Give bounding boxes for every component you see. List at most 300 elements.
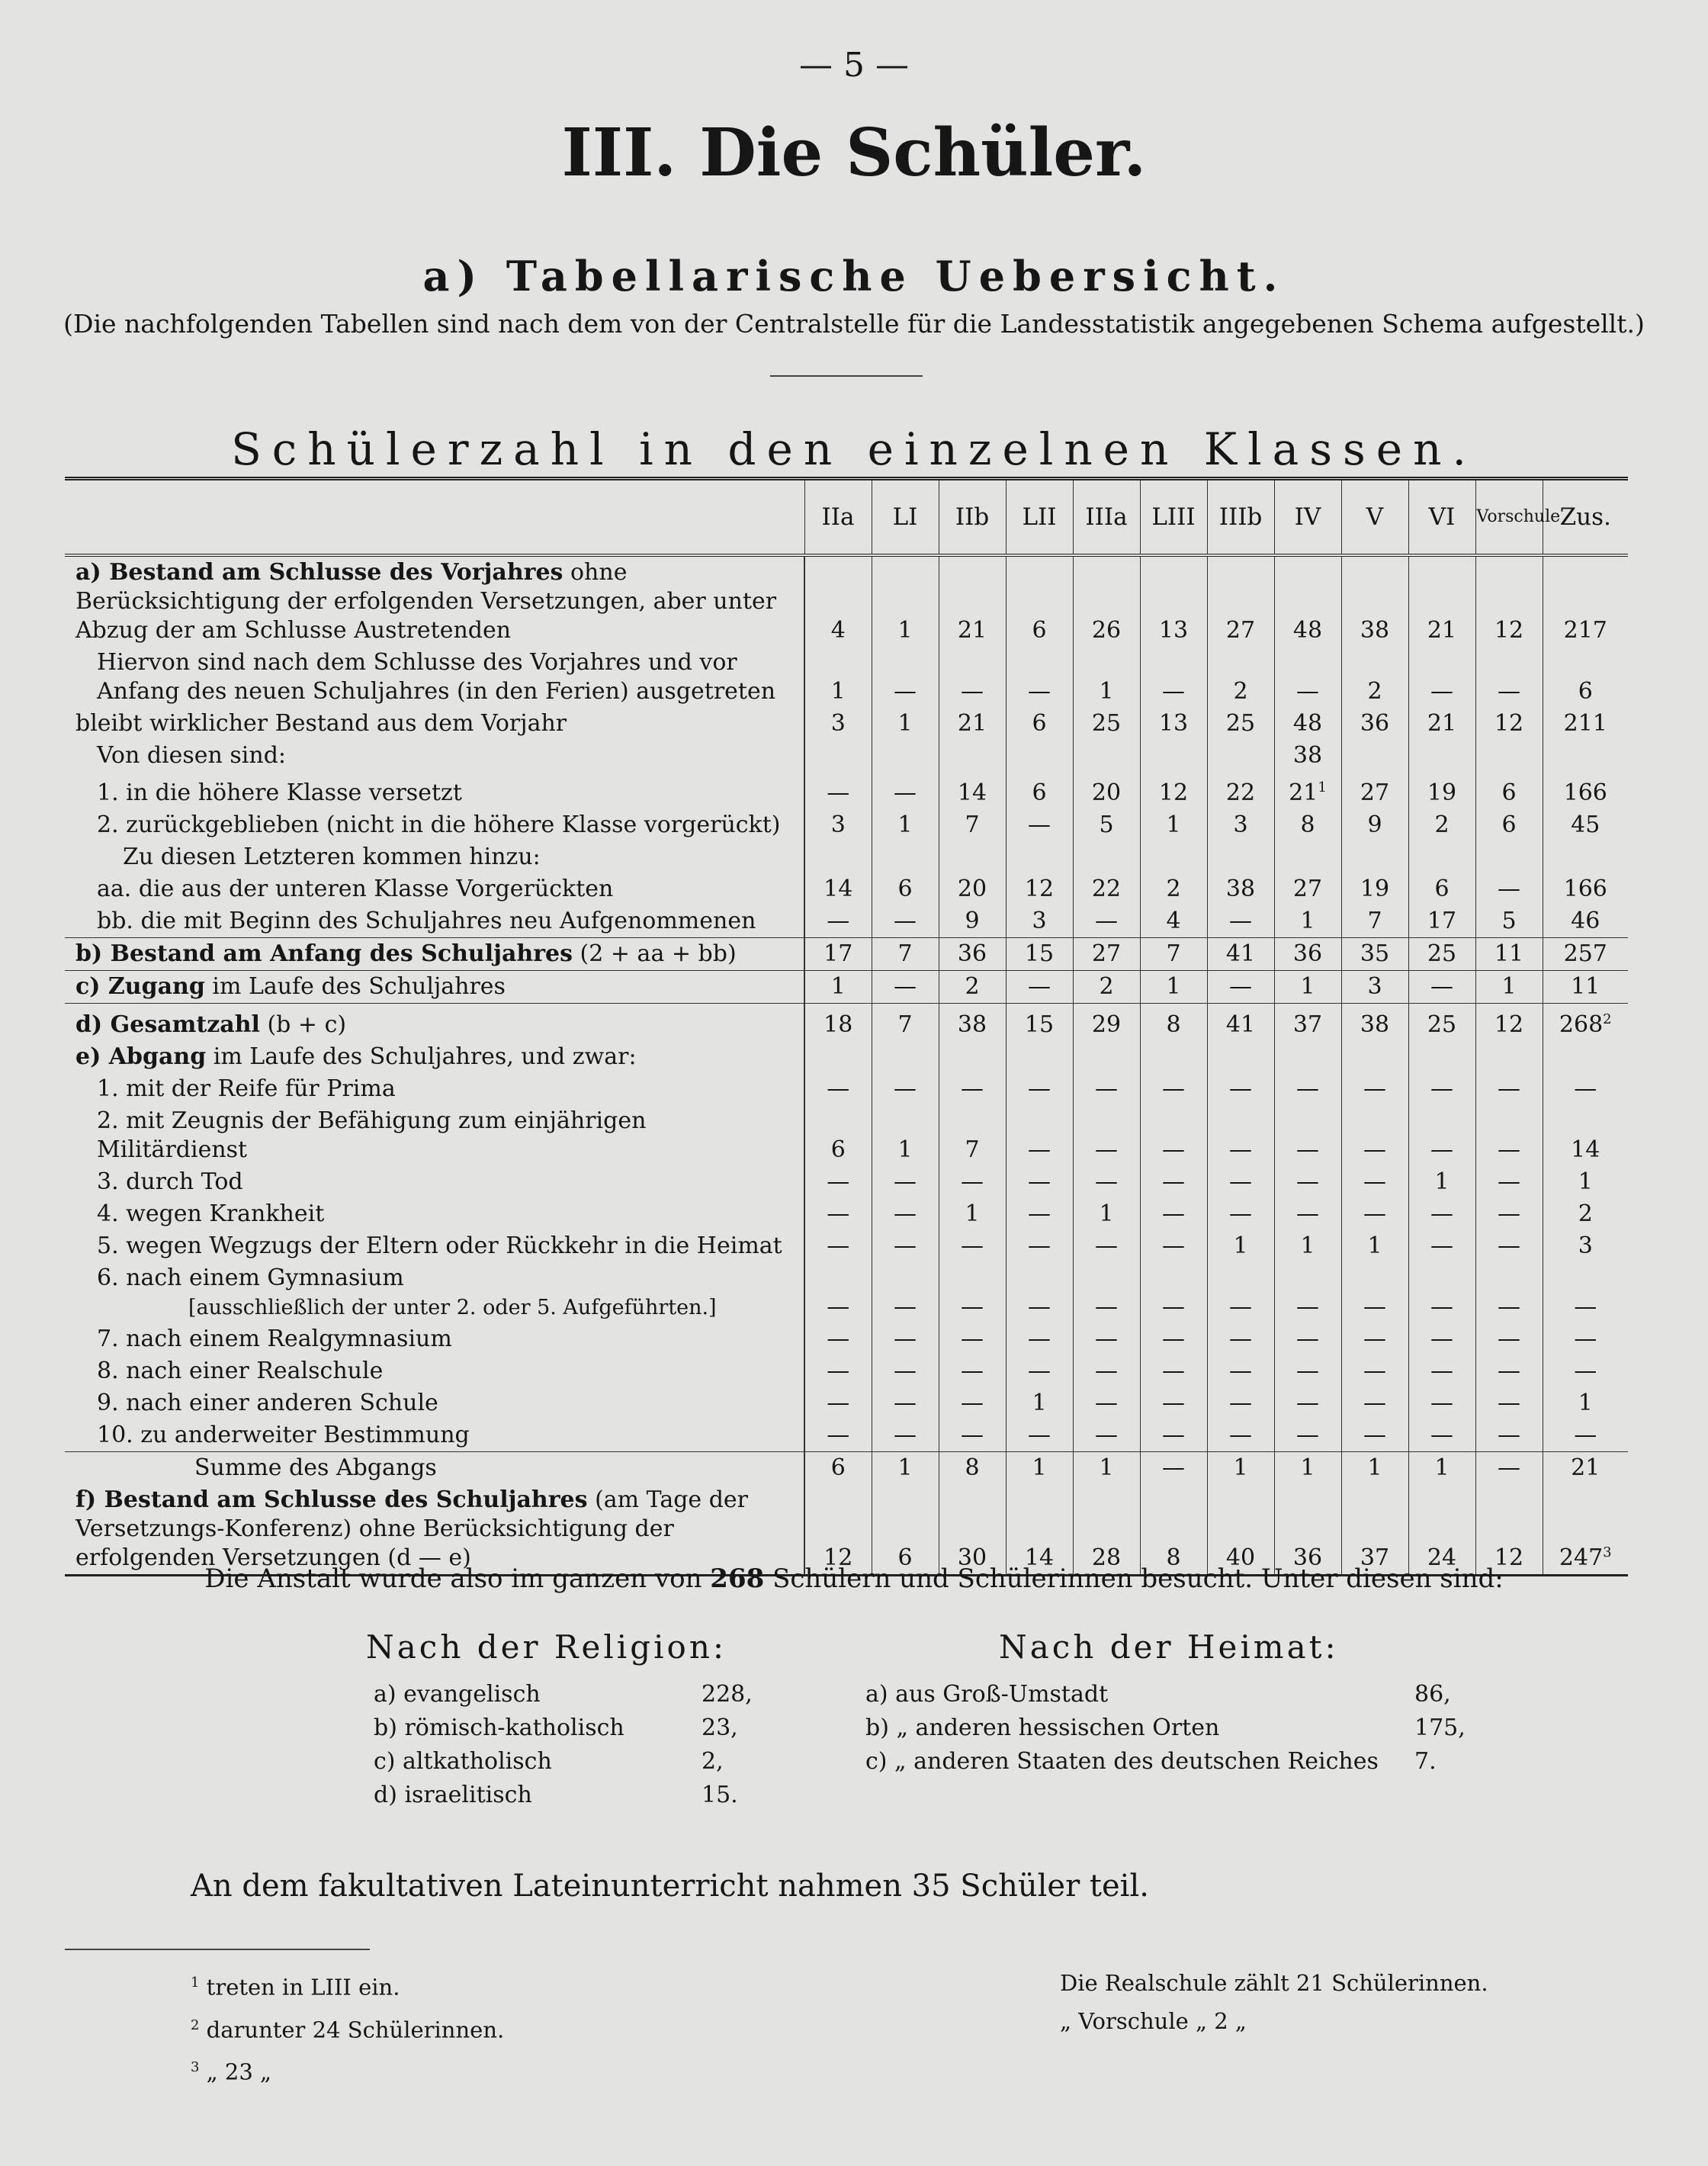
table-cell <box>1073 647 1140 708</box>
cell-value: — <box>1162 1200 1185 1227</box>
col-header: LI <box>872 479 939 555</box>
row-label <box>65 1355 804 1387</box>
footnote-ref: 2 <box>1603 1011 1612 1027</box>
item-value: 228, <box>702 1681 753 1708</box>
row-label <box>65 1451 804 1484</box>
table-cell <box>1475 1419 1543 1452</box>
cell-value: 6 <box>1032 709 1047 737</box>
cell-value: — <box>1229 1136 1252 1163</box>
cell-value: — <box>1574 1325 1597 1352</box>
row-label-rest: (2 + aa + bb) <box>573 940 737 967</box>
cell-value: — <box>961 1293 984 1320</box>
table-cell <box>1006 1166 1073 1198</box>
cell-value: 9 <box>1367 811 1382 838</box>
table-cell <box>1073 1230 1140 1262</box>
row-label-bold: f) Bestand am Schlusse des Schuljahres <box>75 1486 588 1513</box>
cell-value: 36 <box>957 940 987 967</box>
cell-value: 268 <box>1559 1011 1604 1038</box>
table-cell <box>1475 1198 1543 1230</box>
table-cell <box>1475 1166 1543 1198</box>
cell-value: 48 <box>1292 616 1323 644</box>
cell-value: 3 <box>1233 811 1248 838</box>
table-cell <box>1073 1003 1140 1041</box>
table-cell <box>1140 970 1207 1003</box>
cell-value: 38 <box>957 1011 987 1038</box>
table-cell <box>939 1451 1006 1484</box>
cell-value: — <box>1229 1325 1252 1352</box>
cell-value: 38 <box>1360 616 1390 644</box>
item-label: c) „ anderen Staaten des deutschen Reiches <box>865 1748 1379 1775</box>
table-cell <box>1207 1041 1274 1073</box>
row-label <box>65 1003 804 1041</box>
cell-value: 25 <box>1427 1011 1457 1038</box>
bracket-note: [ausschließlich der unter 2. oder 5. Aufgeführten.] <box>188 1295 717 1319</box>
item-label: c) altkatholisch <box>374 1748 552 1775</box>
row-label-text: 6. nach einem Gymnasium <box>97 1264 404 1291</box>
table-cell <box>1341 772 1408 809</box>
cell-value: — <box>1498 875 1520 902</box>
table-cell <box>1274 555 1341 647</box>
cell-value: — <box>1498 677 1520 705</box>
cell-value: — <box>1162 1421 1185 1448</box>
table-cell <box>804 1105 872 1166</box>
table-cell <box>1140 647 1207 708</box>
table-cell <box>1475 1003 1543 1041</box>
cell-value: — <box>1498 1421 1520 1448</box>
table-row <box>65 1484 1628 1576</box>
table-cell <box>1073 1484 1140 1576</box>
row-label <box>65 740 804 772</box>
table-cell <box>1475 1355 1543 1387</box>
row-label <box>65 1419 804 1452</box>
cell-value: 7 <box>1166 940 1181 967</box>
cell-value: — <box>827 907 850 934</box>
cell-value: — <box>1162 1325 1185 1352</box>
table-cell <box>1140 1166 1207 1198</box>
table-cell <box>804 1073 872 1105</box>
footnote-text: treten in LIII ein. <box>206 1974 400 2000</box>
cell-value: — <box>1229 1200 1252 1227</box>
table-cell <box>804 1323 872 1355</box>
table-cell <box>1274 1041 1341 1073</box>
table-cell <box>1207 970 1274 1003</box>
table-row <box>65 1105 1628 1166</box>
table-row <box>65 1387 1628 1419</box>
table-cell <box>939 1355 1006 1387</box>
cell-value: 12 <box>1158 779 1189 806</box>
table-cell <box>1073 1419 1140 1452</box>
table-cell <box>939 1419 1006 1452</box>
item-value: 7. <box>1414 1748 1437 1775</box>
table-cell <box>1543 809 1628 841</box>
row-label-bold: e) Abgang <box>75 1043 207 1070</box>
row-label-rest: im Laufe des Schuljahres, und zwar: <box>206 1043 637 1070</box>
col-header: Vorschule <box>1475 479 1543 555</box>
row-label-rest: (b + c) <box>259 1011 347 1038</box>
table-cell <box>804 555 872 647</box>
table-cell <box>1006 1105 1073 1166</box>
cell-value: 6 <box>1032 779 1047 806</box>
page-number: — 5 — <box>799 46 909 85</box>
cell-value: — <box>1430 1293 1453 1320</box>
cell-value: 29 <box>1091 1011 1122 1038</box>
cell-value: — <box>1296 1200 1319 1227</box>
table-cell <box>1475 1105 1543 1166</box>
cell-value: 2 <box>1367 677 1382 705</box>
table-cell <box>1006 970 1073 1003</box>
table-cell <box>939 1166 1006 1198</box>
table-cell <box>1006 647 1073 708</box>
table-cell <box>1341 1198 1408 1230</box>
cell-value: 166 <box>1563 779 1607 806</box>
table-cell <box>1006 772 1073 809</box>
table-cell <box>1274 708 1341 740</box>
col-header: IIa <box>804 479 872 555</box>
cell-value: 27 <box>1225 616 1256 644</box>
footnote-text: darunter 24 Schülerinnen. <box>206 2017 505 2043</box>
cell-value: — <box>1296 1075 1319 1102</box>
table-cell <box>939 1198 1006 1230</box>
col-header: V <box>1341 479 1408 555</box>
cell-value: 37 <box>1360 1544 1390 1571</box>
cell-value: — <box>1229 972 1252 1000</box>
cell-value: 1 <box>1367 1454 1382 1481</box>
cell-value: 2 <box>1166 875 1181 902</box>
table-cell <box>939 647 1006 708</box>
table-cell <box>1207 1230 1274 1262</box>
table-cell <box>1408 1262 1475 1323</box>
table-cell <box>1140 708 1207 740</box>
table-cell <box>1274 1230 1341 1262</box>
cell-value: 7 <box>897 940 913 967</box>
table-cell <box>1073 1166 1140 1198</box>
cell-value: — <box>1095 1325 1118 1352</box>
cell-value: 17 <box>824 940 853 967</box>
row-label-text: bb. die mit Beginn des Schuljahres neu Aufgenommenen <box>97 907 756 934</box>
table-cell <box>939 1073 1006 1105</box>
cell-value: 12 <box>1494 616 1524 644</box>
row-label <box>65 809 804 841</box>
table-cell <box>1140 1105 1207 1166</box>
footnote-text: „ 23 „ <box>206 2058 272 2085</box>
cell-value: 21 <box>1427 709 1457 737</box>
table-cell <box>1543 970 1628 1003</box>
table-row <box>65 1262 1628 1323</box>
table-cell <box>1341 555 1408 647</box>
cell-value: 8 <box>1166 1011 1181 1038</box>
summary-post: Schülern und Schülerinnen besucht. Unter diesen sind: <box>764 1563 1504 1594</box>
cell-value: — <box>1095 907 1118 934</box>
item-label: a) evangelisch <box>374 1681 541 1708</box>
cell-value: 2 <box>1099 972 1114 1000</box>
cell-value: — <box>1296 1357 1319 1384</box>
table-cell <box>1341 1166 1408 1198</box>
table-cell <box>1543 740 1628 772</box>
table-cell <box>1408 1230 1475 1262</box>
cell-value: 1 <box>830 972 846 1000</box>
table-cell <box>872 970 939 1003</box>
table-cell <box>1207 1073 1274 1105</box>
cell-value: 30 <box>957 1544 987 1571</box>
table-cell <box>939 937 1006 970</box>
table-row <box>65 873 1628 905</box>
table-row <box>65 1230 1628 1262</box>
table-cell <box>1073 809 1140 841</box>
cell-value: 46 <box>1571 907 1600 934</box>
cell-value: — <box>1498 1325 1520 1352</box>
table-cell <box>804 809 872 841</box>
table-cell <box>1006 1484 1073 1576</box>
cell-value: — <box>827 1200 850 1227</box>
row-label-text: aa. die aus der unteren Klasse Vorgerückten <box>97 875 614 902</box>
cell-value: 18 <box>824 1011 853 1038</box>
table-cell <box>1006 1262 1073 1323</box>
cell-value: — <box>894 677 917 705</box>
cell-value: 1 <box>1300 1232 1315 1259</box>
cell-value: 21 <box>957 616 987 644</box>
table-cell <box>872 1230 939 1262</box>
cell-value: — <box>894 1293 917 1320</box>
cell-value: 45 <box>1571 811 1600 838</box>
cell-value: 22 <box>1091 875 1122 902</box>
table-cell <box>1475 555 1543 647</box>
cell-value: 3 <box>1578 1232 1593 1259</box>
cell-value: — <box>1095 1421 1118 1448</box>
religion-heading: Nach der Religion: <box>366 1628 727 1666</box>
cell-value: 4 <box>830 616 846 644</box>
table-cell <box>1408 1387 1475 1419</box>
table-cell <box>872 647 939 708</box>
table-cell <box>872 937 939 970</box>
cell-value: 3 <box>1367 972 1382 1000</box>
cell-value: 19 <box>1427 779 1457 806</box>
table-cell <box>1274 1073 1341 1105</box>
table-cell <box>1341 1484 1408 1576</box>
col-header: IIb <box>939 479 1006 555</box>
cell-value: 217 <box>1563 616 1607 644</box>
cell-value: — <box>1229 1075 1252 1102</box>
class-table <box>65 477 1628 1576</box>
list-item <box>374 1745 770 1779</box>
table-cell <box>1006 809 1073 841</box>
cell-value: — <box>961 1168 984 1195</box>
table-cell <box>1274 937 1341 970</box>
cell-value: 166 <box>1563 875 1607 902</box>
cell-value: — <box>894 1200 917 1227</box>
table-cell <box>1543 937 1628 970</box>
girls-realschule: Die Realschule zählt 21 Schülerinnen. <box>1060 1970 1488 1996</box>
table-cell <box>1274 740 1341 772</box>
table-cell <box>1207 1323 1274 1355</box>
row-label <box>65 873 804 905</box>
cell-value: 2 <box>1578 1200 1593 1227</box>
cell-value: — <box>1095 1293 1118 1320</box>
cell-value: — <box>961 677 984 705</box>
row-label-text: 4. wegen Krankheit <box>97 1200 325 1227</box>
table-cell <box>1408 1484 1475 1576</box>
item-value: 23, <box>702 1714 738 1741</box>
cell-value: — <box>961 1075 984 1102</box>
cell-value: 14 <box>1571 1136 1600 1163</box>
table-cell <box>1140 809 1207 841</box>
cell-value: — <box>1498 1075 1520 1102</box>
row-label <box>65 1484 804 1576</box>
cell-value: 11 <box>1494 940 1524 967</box>
item-value: 2, <box>702 1748 724 1775</box>
cell-value: — <box>1095 1389 1118 1416</box>
row-label <box>65 647 804 708</box>
cell-value: 37 <box>1292 1011 1323 1038</box>
table-cell <box>1475 937 1543 970</box>
table-cell <box>1475 1451 1543 1484</box>
cell-value: 6 <box>897 875 913 902</box>
table-cell <box>1073 873 1140 905</box>
cell-value: — <box>894 907 917 934</box>
table-cell <box>1274 873 1341 905</box>
cell-value: 12 <box>824 1544 853 1571</box>
table-cell <box>1073 555 1140 647</box>
cell-value: — <box>827 1325 850 1352</box>
cell-value: 21 <box>957 709 987 737</box>
table-cell <box>872 1198 939 1230</box>
row-label-rest: im Laufe des Schuljahres <box>204 972 506 1000</box>
cell-value: — <box>1574 1293 1597 1320</box>
row-label-text: Summe des Abgangs <box>194 1454 437 1481</box>
table-cell <box>1475 1484 1543 1576</box>
table-cell <box>872 873 939 905</box>
table-cell <box>1073 970 1140 1003</box>
table-cell <box>1341 970 1408 1003</box>
footnote-mark: 3 <box>191 2059 200 2076</box>
cell-value: 1 <box>897 709 913 737</box>
table-cell <box>1207 740 1274 772</box>
table-row <box>65 809 1628 841</box>
row-label-text: Von diesen sind: <box>97 741 287 769</box>
table-cell <box>939 970 1006 1003</box>
cell-value: — <box>1430 1325 1453 1352</box>
cell-value: 12 <box>1494 709 1524 737</box>
cell-value: 15 <box>1024 940 1055 967</box>
table-cell <box>804 841 872 873</box>
cell-value: 7 <box>897 1011 913 1038</box>
table-cell <box>1073 1105 1140 1166</box>
table-cell <box>1341 1003 1408 1041</box>
cell-value: 12 <box>1494 1544 1524 1571</box>
cell-value: 1 <box>830 677 846 705</box>
table-cell <box>1341 1105 1408 1166</box>
row-label <box>65 555 804 647</box>
row-label-text: 10. zu anderweiter Bestimmung <box>97 1421 470 1448</box>
table-cell <box>872 555 939 647</box>
table-cell <box>1073 1387 1140 1419</box>
table-cell <box>1006 1003 1073 1041</box>
cell-value: — <box>1296 1389 1319 1416</box>
cell-value: — <box>1363 1293 1386 1320</box>
cell-value: — <box>961 1421 984 1448</box>
row-label <box>65 1387 804 1419</box>
cell-value: — <box>1296 1136 1319 1163</box>
table-cell <box>1543 873 1628 905</box>
cell-value: — <box>827 1075 850 1102</box>
table-cell <box>1408 708 1475 740</box>
table-cell <box>872 1041 939 1073</box>
cell-value: 22 <box>1225 779 1256 806</box>
cell-value: — <box>1296 1421 1319 1448</box>
table-cell <box>872 1166 939 1198</box>
table-cell <box>1274 1451 1341 1484</box>
cell-value: — <box>961 1325 984 1352</box>
table-cell <box>1341 841 1408 873</box>
cell-value: — <box>894 1232 917 1259</box>
cell-value: 3 <box>830 811 846 838</box>
cell-value: 1 <box>1300 1454 1315 1481</box>
cell-value: 3 <box>830 709 846 737</box>
table-cell <box>872 1323 939 1355</box>
table-cell <box>1341 1355 1408 1387</box>
table-cell <box>1006 905 1073 938</box>
table-cell <box>872 1105 939 1166</box>
table-cell <box>1543 1419 1628 1452</box>
cell-value: 24 <box>1427 1544 1457 1571</box>
row-label-text: 1. mit der Reife für Prima <box>97 1075 396 1102</box>
cell-value: 1 <box>1233 1232 1248 1259</box>
table-cell <box>1073 708 1140 740</box>
cell-value: — <box>827 1293 850 1320</box>
cell-value: 5 <box>1501 907 1517 934</box>
table-cell <box>1543 647 1628 708</box>
table-cell <box>1475 841 1543 873</box>
table-cell <box>1140 841 1207 873</box>
cell-value: — <box>894 779 917 806</box>
table-cell <box>1274 809 1341 841</box>
cell-value: — <box>1095 1136 1118 1163</box>
cell-value: 6 <box>1032 616 1047 644</box>
row-label-bold: a) Bestand am Schlusse des Vorjahres <box>75 558 563 586</box>
table-cell <box>1006 1355 1073 1387</box>
table-cell <box>804 905 872 938</box>
cell-value: 13 <box>1158 709 1189 737</box>
table-cell <box>872 708 939 740</box>
cell-value: 1 <box>897 1454 913 1481</box>
table-cell <box>1475 740 1543 772</box>
cell-value: — <box>1028 1357 1051 1384</box>
row-label-text: 1. in die höhere Klasse versetzt <box>97 779 462 806</box>
table-cell <box>1274 1419 1341 1452</box>
table-cell <box>939 1387 1006 1419</box>
cell-value: 6 <box>1501 779 1517 806</box>
cell-value: 1 <box>1300 972 1315 1000</box>
table-cell <box>1475 1387 1543 1419</box>
cell-value: 1 <box>897 616 913 644</box>
row-label-rest: (am Tage der Versetzungs-Konferenz) ohne Berücksichtigung der erfolgenden Versetzungen (d — e) <box>75 1486 748 1571</box>
list-item <box>374 1678 770 1711</box>
row-label <box>65 905 804 938</box>
cell-value: 15 <box>1024 1011 1055 1038</box>
table-cell <box>804 740 872 772</box>
header-blank <box>65 479 804 555</box>
table-cell <box>1408 647 1475 708</box>
cell-value: 7 <box>965 1136 980 1163</box>
cell-value: — <box>1430 1232 1453 1259</box>
cell-value: 4 <box>1166 907 1181 934</box>
divider <box>770 375 923 377</box>
table-cell <box>1543 1387 1628 1419</box>
table-cell <box>1543 1003 1628 1041</box>
cell-value: — <box>1363 1136 1386 1163</box>
cell-value: 1 <box>897 811 913 838</box>
cell-value: — <box>1363 1357 1386 1384</box>
row-label-text: bleibt wirklicher Bestand aus dem Vorjahr <box>75 709 567 737</box>
